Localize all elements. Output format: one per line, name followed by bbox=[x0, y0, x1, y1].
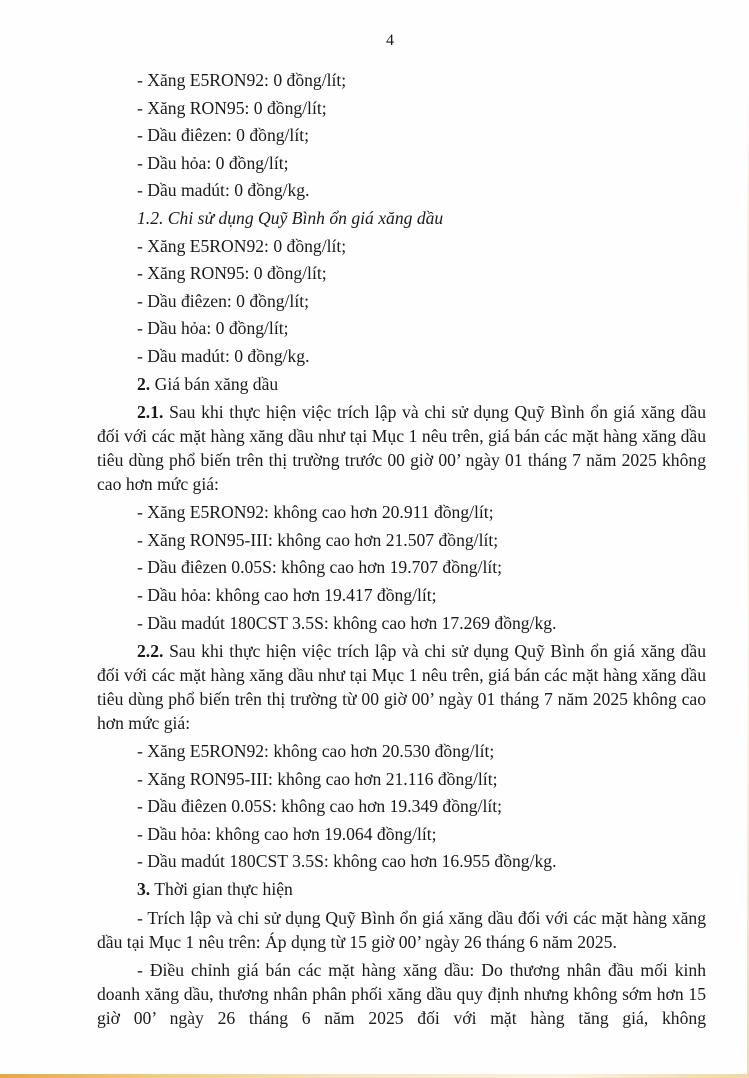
list-item: - Dầu madút: 0 đồng/kg. bbox=[137, 180, 310, 201]
list-item: - Dầu hỏa: không cao hơn 19.417 đồng/lít; bbox=[137, 584, 437, 605]
paragraph-text: xăng dầu tại Mục 1 nêu trên: Áp dụng từ 15 giờ 00’ ngày 26 tháng 6 năm 2025. bbox=[97, 907, 706, 952]
paragraph-lead bbox=[97, 402, 706, 422]
list-item: - Dầu madút 180CST 3.5S: không cao hơn 17.269 đồng/kg. bbox=[137, 612, 557, 633]
list-item: - Xăng E5RON92: 0 đồng/lít; bbox=[137, 70, 347, 90]
paragraph-text: Sau khi thực hiện việc trích lập và chi sử dụng Quỹ Bình ổn giá xăng dầu bbox=[169, 402, 707, 423]
section-3-paragraph-2 bbox=[97, 958, 706, 1030]
list-item: - Xăng RON95-III: không cao hơn 21.116 đồng/lít; bbox=[137, 768, 498, 789]
list-item: - Dầu hỏa: 0 đồng/lít; bbox=[137, 152, 289, 173]
section-1-1-list bbox=[97, 67, 706, 205]
section-number: 3. bbox=[137, 879, 151, 900]
paragraph-text: đối với các mặt hàng xăng dầu như tại Mục 1 nêu trên, giá bán các mặt hàng xăng dầu tiêu dùng phổ biến trên thị trường từ 00 giờ 00’ ngày 01 tháng 7 năm 2025 không cao hơn mức giá: bbox=[97, 665, 706, 734]
section-heading bbox=[97, 876, 706, 904]
page-number: 4 bbox=[386, 32, 394, 49]
paragraph-text: đối với các mặt hàng xăng dầu như tại Mục 1 nêu trên, giá bán các mặt hàng xăng dầu tiêu dùng phổ biến trên thị trường trước 00 giờ 00’ ngày 01 tháng 7 năm 2025 không cao hơn mức giá: bbox=[97, 426, 706, 495]
list-item: - Dầu điêzen 0.05S: không cao hơn 19.707 đồng/lít; bbox=[137, 557, 503, 578]
section-heading: 1.2. Chi sử dụng Quỹ Bình ổn giá xăng dầu bbox=[137, 207, 444, 228]
section-2-1-list bbox=[97, 499, 706, 637]
section-number: 2.1. bbox=[137, 402, 164, 423]
section-title: Giá bán xăng dầu bbox=[154, 373, 279, 394]
list-item: - Dầu điêzen: 0 đồng/lít; bbox=[137, 125, 309, 146]
section-number: 2. bbox=[137, 373, 151, 394]
section-3-paragraph-1 bbox=[97, 906, 706, 954]
document-body bbox=[97, 67, 706, 1034]
paragraph-lead bbox=[97, 641, 706, 661]
paragraph-text: doanh xăng dầu, thương nhân phân phối xăng dầu quy định nhưng không sớm hơn 15 giờ 00’ ngày 26 tháng 6 năm 2025 đối với mặt hàng tăng giá, không bbox=[97, 983, 706, 1028]
list-item: - Xăng E5RON92: 0 đồng/lít; bbox=[137, 235, 347, 256]
paragraph-lead: - Điều chỉnh giá bán các mặt hàng xăng dầu: Do thương nhân đầu mối kinh bbox=[137, 959, 706, 980]
list-item: - Dầu điêzen: 0 đồng/lít; bbox=[137, 290, 309, 311]
section-2-2-list bbox=[97, 738, 706, 876]
list-item: - Dầu hỏa: không cao hơn 19.064 đồng/lít; bbox=[137, 823, 437, 844]
list-item: - Xăng RON95-III: không cao hơn 21.507 đồng/lít; bbox=[137, 529, 499, 550]
section-2-1-paragraph bbox=[97, 400, 706, 496]
section-title: Thời gian thực hiện bbox=[154, 879, 293, 900]
paragraph-text: Sau khi thực hiện việc trích lập và chi sử dụng Quỹ Bình ổn giá xăng dầu bbox=[169, 641, 707, 662]
list-item: - Dầu hỏa: 0 đồng/lít; bbox=[137, 318, 289, 339]
paragraph-lead: - Trích lập và chi sử dụng Quỹ Bình ổn giá xăng dầu đối với các mặt hàng bbox=[137, 907, 667, 928]
list-item: - Dầu madút: 0 đồng/kg. bbox=[137, 345, 310, 366]
scan-edge-bottom bbox=[0, 1074, 749, 1078]
list-item: - Xăng RON95: 0 đồng/lít; bbox=[137, 97, 327, 118]
section-2-2-paragraph bbox=[97, 639, 706, 735]
list-item: - Dầu madút 180CST 3.5S: không cao hơn 16.955 đồng/kg. bbox=[137, 851, 557, 872]
section-1-2 bbox=[97, 205, 706, 371]
section-heading bbox=[97, 371, 706, 399]
list-item: - Xăng E5RON92: không cao hơn 20.530 đồng/lít; bbox=[137, 741, 495, 762]
section-number: 2.2. bbox=[137, 641, 164, 662]
list-item: - Xăng RON95: 0 đồng/lít; bbox=[137, 263, 327, 284]
list-item: - Xăng E5RON92: không cao hơn 20.911 đồng/lít; bbox=[137, 502, 494, 523]
list-item: - Dầu điêzen 0.05S: không cao hơn 19.349 đồng/lít; bbox=[137, 796, 503, 817]
